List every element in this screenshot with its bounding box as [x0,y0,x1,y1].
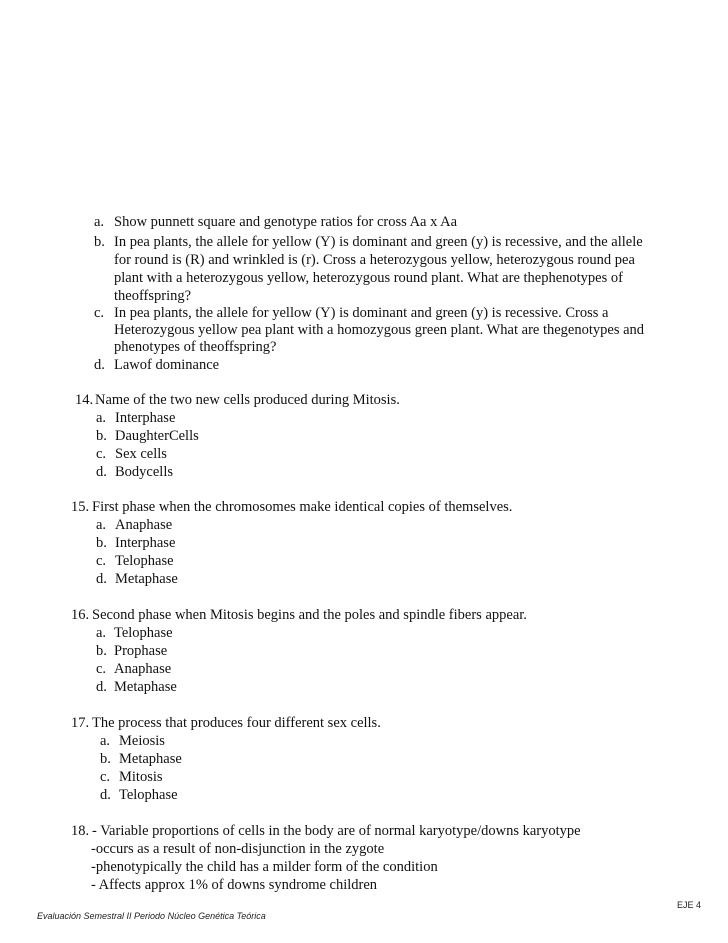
option-label: d. [94,357,105,373]
question-text: - Affects approx 1% of downs syndrome children [91,877,378,893]
option-text: Metaphase [115,571,178,587]
option-text: Sex cells [115,446,167,462]
option-label: a. [96,517,107,533]
question-number: 14. [75,392,94,408]
option-label: b. [94,234,105,250]
option-text: Prophase [114,643,168,659]
question-text: Second phase when Mitosis begins and the poles and spindle fibers appear. [92,607,527,623]
question-number: 17. [71,715,90,731]
option-label: a. [94,214,105,230]
option-text: DaughterCells [115,428,199,444]
option-label: b. [96,428,107,444]
option-label: d. [96,679,107,695]
option-text: Telophase [119,787,178,803]
option-text: In pea plants, the allele for yellow (Y) is dominant and green (y) is recessive, and the allele [114,234,643,250]
question-number: 16. [71,607,90,623]
option-text: Heterozygous yellow pea plant with a homozygous green plant. What are thegenotypes and [114,322,645,338]
option-text: In pea plants, the allele for yellow (Y) is dominant and green (y) is recessive. Cross a [114,305,609,321]
question-text: The process that produces four different sex cells. [92,715,381,731]
option-text: phenotypes of theoffspring? [114,339,277,355]
option-text: Telophase [115,553,174,569]
option-label: a. [100,733,111,749]
option-label: c. [96,446,107,462]
option-label: b. [96,535,107,551]
option-text: Meiosis [119,733,165,749]
question-text: -phenotypically the child has a milder form of the condition [91,859,438,875]
question-text: Name of the two new cells produced during Mitosis. [95,392,400,408]
option-text: Mitosis [119,769,163,785]
option-text: Interphase [115,535,176,551]
option-text: Lawof dominance [114,357,220,373]
question-number: 15. [71,499,90,515]
option-label: c. [96,661,107,677]
option-label: b. [96,643,107,659]
option-text: Anaphase [114,661,172,677]
option-text: Metaphase [114,679,177,695]
option-text: Telophase [114,625,173,641]
option-label: a. [96,625,107,641]
option-text: Bodycells [115,464,173,480]
option-text: Show punnett square and genotype ratios for cross Aa x Aa [114,214,458,230]
option-label: c. [94,305,105,321]
question-text: -occurs as a result of non-disjunction in the zygote [91,841,385,857]
option-label: d. [100,787,111,803]
question-text: First phase when the chromosomes make identical copies of themselves. [92,499,513,515]
option-text: Anaphase [115,517,173,533]
option-label: d. [96,464,107,480]
question-number: 18. [71,823,90,839]
page-label: EJE 4 [677,900,702,910]
question-text: - Variable proportions of cells in the body are of normal karyotype/downs karyotype [92,823,581,839]
option-label: a. [96,410,107,426]
option-text: Metaphase [119,751,182,767]
option-label: c. [96,553,107,569]
option-text: theoffspring? [114,288,192,304]
option-text: plant with a heterozygous yellow, heterozygous round plant. What are thephenotypes of [114,270,623,286]
option-label: b. [100,751,111,767]
option-text: Interphase [115,410,176,426]
option-label: c. [100,769,111,785]
option-label: d. [96,571,107,587]
option-text: for round is (R) and wrinkled is (r). Cross a heterozygous yellow, heterozygous round pea [114,252,635,268]
footer-title: Evaluación Semestral II Periodo Núcleo Genética Teórica [37,911,266,921]
